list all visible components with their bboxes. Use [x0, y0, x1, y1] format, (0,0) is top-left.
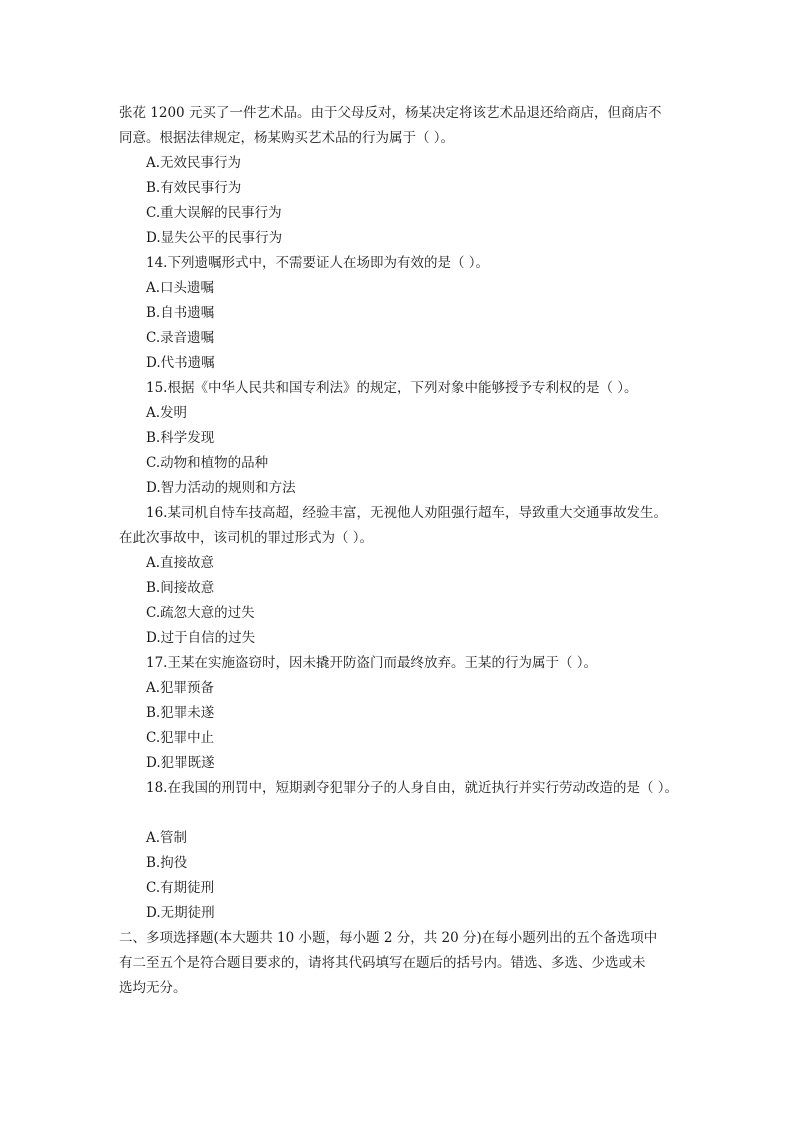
question-17-stem: 17.王某在实施盗窃时，因未撬开防盗门而最终放弃。王某的行为属于（ ）。: [146, 655, 598, 671]
option-a: A.无效民事行为: [146, 155, 242, 171]
option-d: D.犯罪既遂: [146, 755, 215, 771]
question-14-stem: 14.下列遗嘱形式中，不需要证人在场即为有效的是（ ）。: [146, 255, 490, 271]
option-a: A.口头遗嘱: [146, 280, 215, 296]
question-text: 张花 1200 元买了一件艺术品。由于父母反对，杨某决定将该艺术品退还给商店，但商店不: [119, 105, 662, 121]
section-instructions: 选均无分。: [119, 980, 187, 996]
question-text: 同意。根据法律规定，杨某购买艺术品的行为属于（ ）。: [119, 130, 455, 146]
option-a: A.管制: [146, 830, 188, 846]
option-d: D.过于自信的过失: [146, 630, 256, 646]
option-c: C.重大误解的民事行为: [146, 205, 282, 221]
option-a: A.直接故意: [146, 555, 215, 571]
option-b: B.科学发现: [146, 430, 215, 446]
section-instructions: 有二至五个是符合题目要求的，请将其代码填写在题后的括号内。错选、多选、少选或未: [119, 955, 646, 971]
option-a: A.犯罪预备: [146, 680, 215, 696]
option-a: A.发明: [146, 405, 188, 421]
question-16-stem: 16.某司机自恃车技高超，经验丰富，无视他人劝阻强行超车，导致重大交通事故发生。: [146, 505, 667, 521]
option-c: C.犯罪中止: [146, 730, 215, 746]
option-b: B.自书遗嘱: [146, 305, 215, 321]
option-c: C.录音遗嘱: [146, 330, 215, 346]
option-b: B.犯罪未遂: [146, 705, 215, 721]
section-heading: 二、多项选择题(本大题共 10 小题，每小题 2 分，共 20 分)在每小题列出的五个备选项中: [119, 930, 658, 946]
question-15-stem: 15.根据《中华人民共和国专利法》的规定，下列对象中能够授予专利权的是（ ）。: [146, 380, 638, 396]
option-b: B.间接故意: [146, 580, 215, 596]
option-d: D.无期徒刑: [146, 905, 215, 921]
option-d: D.代书遗嘱: [146, 355, 215, 371]
option-b: B.有效民事行为: [146, 180, 242, 196]
option-d: D.显失公平的民事行为: [146, 230, 283, 246]
option-b: B.拘役: [146, 855, 188, 871]
option-c: C.疏忽大意的过失: [146, 605, 255, 621]
question-18-stem: 18.在我国的刑罚中，短期剥夺犯罪分子的人身自由，就近执行并实行劳动改造的是（ ）。: [146, 780, 679, 796]
option-c: C.有期徒刑: [146, 880, 215, 896]
option-c: C.动物和植物的品种: [146, 455, 269, 471]
option-d: D.智力活动的规则和方法: [146, 480, 296, 496]
question-16-stem-cont: 在此次事故中，该司机的罪过形式为（ ）。: [119, 530, 374, 546]
